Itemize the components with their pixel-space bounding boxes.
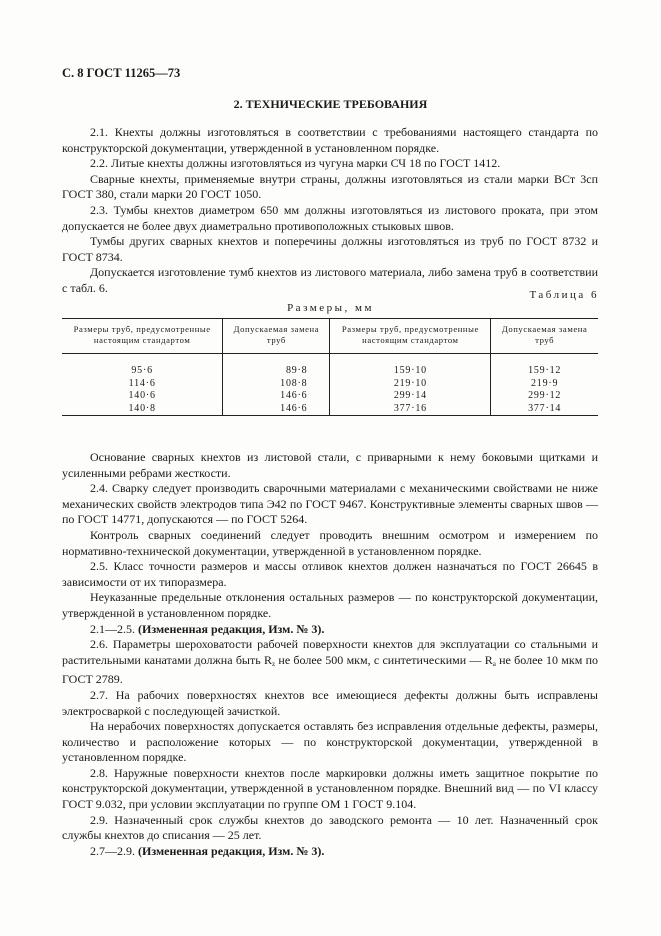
table-cell: 219·10 [330, 377, 491, 390]
paragraph-part: 2.6. Параметры шероховатости рабочей поверхности кнехтов для эксплуатации со стальными и растительными канатами должна быть R [62, 637, 598, 667]
table-row [62, 402, 598, 415]
amendment-text: (Измененная редакция, Изм. № 3). [138, 843, 325, 858]
paragraph: 2.9. Назначенный срок службы кнехтов до заводского ремонта — 10 лет. Назначенный срок службы кнехтов до списания — 25 лет. [62, 812, 598, 843]
table-cell: 108·8 [223, 377, 330, 390]
table-cell: 299·12 [491, 390, 598, 403]
table-caption: Таблица 6 [529, 289, 599, 301]
paragraph: Сварные кнехты, применяемые внутри страны, должны изготовляться из стали марки ВСт 3сп ГОСТ 380, стали марки 20 ГОСТ 1050. [62, 171, 598, 202]
paragraph: Допускается изготовление тумб кнехтов из листового материала, либо замена труб в соответствии с табл. 6. [62, 265, 598, 295]
paragraph: Контроль сварных соединений следует проводить внешним осмотром и измерением по нормативно-технической документации, утвержденной в установленном порядке. [62, 527, 598, 558]
paragraph: Неуказанные предельные отклонения остальных размеров — по конструкторской документации, утвержденной в установленном порядке. [62, 590, 598, 620]
table-cell: 146·6 [223, 390, 330, 403]
section-title: 2. ТЕХНИЧЕСКИЕ ТРЕБОВАНИЯ [233, 97, 428, 111]
table-cell: 140·6 [128, 390, 156, 402]
paragraph [62, 637, 598, 688]
paragraph: Тумбы других сварных кнехтов и поперечины должны изготовляться из труб по ГОСТ 8732 и ГОСТ 8734. [62, 234, 598, 264]
paragraph-part: не более 500 мкм, с синтетическими — R [275, 652, 493, 667]
paragraph: 2.3. Тумбы кнехтов диаметром 650 мм должны изготовляться из листового проката, при этом допускается не более двух диаметрально противоположных стыковых швов. [62, 202, 598, 233]
subscript: a [492, 659, 496, 668]
pipe-sizes-table [62, 318, 598, 416]
table-units: Размеры, мм [287, 302, 374, 314]
paragraph: 2.5. Класс точности размеров и массы отливок кнехтов должен назначаться по ГОСТ 26645 в зависимости от их типоразмера. [62, 559, 598, 589]
table-cell: 299·14 [330, 390, 491, 403]
paragraph-part: не более 10 мкм по ГОСТ 2789. [62, 652, 599, 687]
table-row [62, 354, 598, 377]
subscript: z [272, 659, 276, 668]
paragraph: 2.1. Кнехты должны изготовляться в соответствии с требованиями настоящего стандарта по конструкторской документации, утвержденной в установленном порядке. [62, 125, 598, 155]
page-header: С. 8 ГОСТ 11265—73 [62, 66, 181, 80]
amendment-ref: 2.7—2.9. [90, 843, 138, 858]
table-cell: 377·14 [491, 402, 598, 415]
table-header-cell: Допускаемая замена труб [223, 319, 330, 354]
table-header-cell: Размеры труб, предусмотренные настоящим стандартом [330, 319, 491, 354]
amendment-note [62, 844, 598, 860]
paragraph: Основание сварных кнехтов из листовой стали, с приварными к нему боковыми щитками и усиленными ребрами жесткости. [62, 450, 598, 480]
table-cell: 159·10 [330, 354, 491, 377]
paragraph: На нерабочих поверхностях допускается оставлять без исправления отдельные дефекты, размеры, количество и расположение которых — по конструкторской документации, утвержденной в установленном порядке. [62, 719, 598, 765]
table-cell: 140·8 [62, 402, 223, 415]
amendment-ref: 2.1—2.5. [90, 621, 138, 636]
table-cell: 95·6 [131, 364, 153, 376]
paragraph: 2.2. Литые кнехты должны изготовляться из чугуна марки СЧ 18 по ГОСТ 1412. [90, 156, 501, 171]
paragraph: 2.7. На рабочих поверхностях кнехтов все имеющиеся дефекты должны быть исправлены электросваркой с последующей зачисткой. [62, 687, 598, 718]
table-cell: 159·12 [491, 354, 598, 377]
table-row [62, 390, 598, 403]
table-cell: 146·6 [223, 402, 330, 415]
amendment-note [62, 622, 598, 638]
table-header-cell: Размеры труб, предусмотренные настоящим стандартом [62, 319, 223, 354]
amendment-text: (Измененная редакция, Изм. № 3). [138, 621, 325, 636]
table-header-cell: Допускаемая замена труб [491, 319, 598, 354]
table-cell: 89·8 [223, 354, 330, 377]
text-block-bottom [62, 450, 598, 859]
table-row [62, 377, 598, 390]
table-cell: 377·16 [330, 402, 491, 415]
text-block-top [62, 125, 598, 297]
table-cell: 219·9 [491, 377, 598, 390]
table-cell: 114·6 [128, 377, 156, 389]
paragraph: 2.8. Наружные поверхности кнехтов после маркировки должны иметь защитное покрытие по конструкторской документации, утвержденной в установленном порядке. Внешний вид — по VI классу ГОСТ 9.032, при условии эксплуатации по группе ОМ 1 ГОСТ 9.104. [62, 765, 598, 812]
paragraph: 2.4. Сварку следует производить сварочными материалами с механическими свойствами не ниже механических свойств электродов типа Э42 по ГОСТ 9467. Конструктивные элементы сварных швов — по ГОСТ 14771, допускаются — по ГОСТ 5264. [62, 481, 598, 527]
